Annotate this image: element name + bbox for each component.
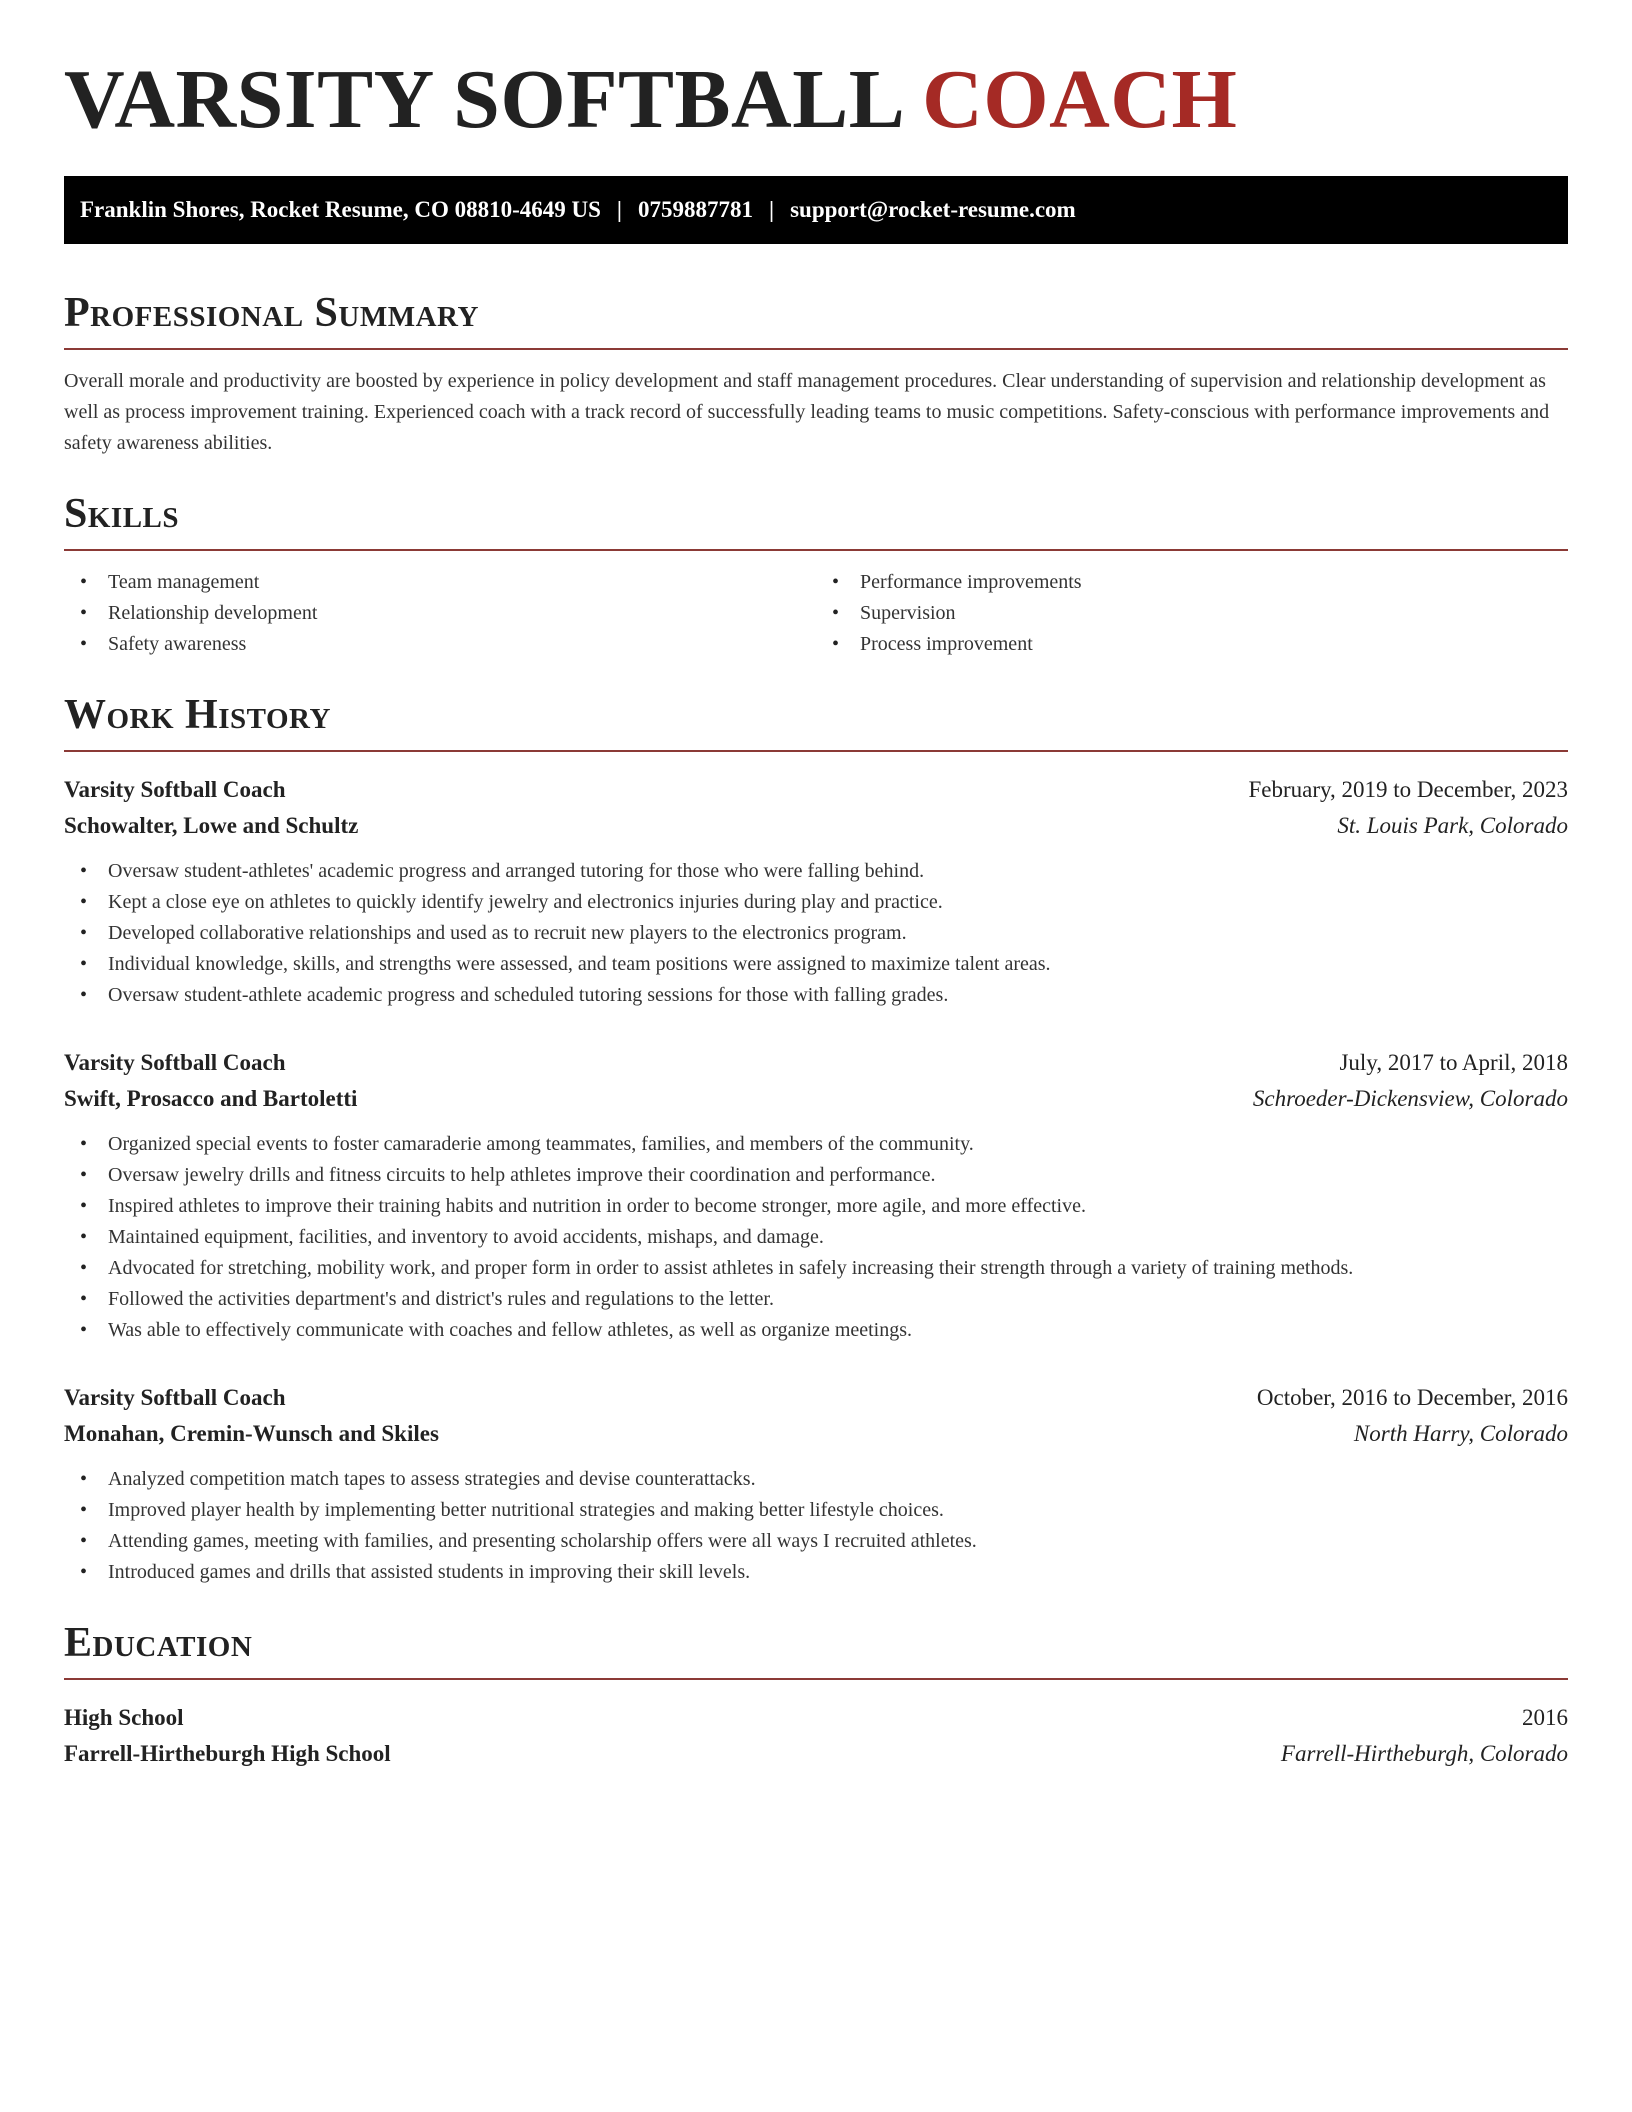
duty-item: • Maintained equipment, facilities, and inventory to avoid accidents, mishaps, and damage. <box>64 1222 1568 1253</box>
education-school-row <box>64 1736 1568 1772</box>
skill-item: • Relationship development <box>64 598 816 629</box>
duty-item: • Attending games, meeting with families, and presenting scholarship offers were all ways I recruited athletes. <box>64 1526 1568 1557</box>
name-first: VARSITY SOFTBALL <box>64 53 901 146</box>
duty-item: • Developed collaborative relationships and used as to recruit new players to the electronics program. <box>64 918 1568 949</box>
duty-item: • Oversaw student-athlete academic progress and scheduled tutoring sessions for those with falling grades. <box>64 980 1568 1011</box>
education-year: 2016 <box>1522 1705 1568 1730</box>
section-title-skills: Skills <box>64 491 180 537</box>
duty-item: • Kept a close eye on athletes to quickly identify jewelry and electronics injuries during play and practice. <box>64 887 1568 918</box>
education-school: Farrell-Hirtheburgh High School <box>64 1741 391 1766</box>
job-entry <box>64 1045 1568 1346</box>
duty-item: • Oversaw jewelry drills and fitness circuits to help athletes improve their coordination and performance. <box>64 1160 1568 1191</box>
section-divider <box>64 348 1568 350</box>
job-title: Varsity Softball Coach <box>64 777 286 802</box>
duty-item: • Individual knowledge, skills, and strengths were assessed, and team positions were assigned to maximize talent areas. <box>64 949 1568 980</box>
job-duties <box>64 1129 1568 1346</box>
job-location: North Harry, Colorado <box>1353 1421 1568 1446</box>
education-entry <box>64 1700 1568 1772</box>
duty-item: • Was able to effectively communicate with coaches and fellow athletes, as well as organize meetings. <box>64 1315 1568 1346</box>
skills-section <box>64 493 1568 660</box>
summary-text: Overall morale and productivity are boosted by experience in policy development and staff management procedures. Clear understanding of supervision and relationship development as well as process improvement training. Experienced coach with a track record of successfully leading teams to music competitions. Safety-conscious with performance improvements and safety awareness abilities. <box>64 370 1550 454</box>
duty-item: • Improved player health by implementing better nutritional strategies and making better lifestyle choices. <box>64 1495 1568 1526</box>
skill-item: • Process improvement <box>816 629 1568 660</box>
education-degree: High School <box>64 1705 184 1730</box>
education-section <box>64 1622 1568 1772</box>
skill-item: • Performance improvements <box>816 567 1568 598</box>
job-title: Varsity Softball Coach <box>64 1050 286 1075</box>
name-last: COACH <box>922 53 1238 146</box>
professional-summary-section <box>64 292 1568 459</box>
contact-bar <box>64 176 1568 244</box>
duty-item: • Introduced games and drills that assisted students in improving their skill levels. <box>64 1557 1568 1588</box>
contact-email: support@rocket-resume.com <box>790 197 1076 222</box>
contact-separator: | <box>616 197 622 222</box>
skills-grid <box>64 567 1568 660</box>
job-duties <box>64 1464 1568 1588</box>
duty-item: • Analyzed competition match tapes to assess strategies and devise counterattacks. <box>64 1464 1568 1495</box>
job-title: Varsity Softball Coach <box>64 1385 286 1410</box>
job-dates: July, 2017 to April, 2018 <box>1339 1050 1568 1075</box>
section-title-education: Education <box>64 1620 253 1666</box>
section-divider <box>64 1678 1568 1680</box>
skill-item: • Supervision <box>816 598 1568 629</box>
candidate-name <box>64 53 1568 146</box>
job-location: Schroeder-Dickensview, Colorado <box>1252 1086 1568 1111</box>
job-entry <box>64 772 1568 1011</box>
education-location: Farrell-Hirtheburgh, Colorado <box>1280 1741 1568 1766</box>
job-company: Monahan, Cremin-Wunsch and Skiles <box>64 1421 439 1446</box>
duty-item: • Organized special events to foster camaraderie among teammates, families, and members of the community. <box>64 1129 1568 1160</box>
contact-separator: | <box>769 197 775 222</box>
job-header-row <box>64 1380 1568 1416</box>
duty-item: • Followed the activities department's and district's rules and regulations to the letter. <box>64 1284 1568 1315</box>
contact-address: Franklin Shores, Rocket Resume, CO 08810-4649 US <box>80 197 601 222</box>
work-history-section <box>64 694 1568 1588</box>
section-title-summary: Professional Summary <box>64 290 479 336</box>
section-divider <box>64 549 1568 551</box>
job-header-row <box>64 772 1568 808</box>
job-entry <box>64 1380 1568 1588</box>
education-header-row <box>64 1700 1568 1736</box>
job-header-row <box>64 1045 1568 1081</box>
job-duties <box>64 856 1568 1011</box>
section-divider <box>64 750 1568 752</box>
job-company-row <box>64 1416 1568 1452</box>
duty-item: • Advocated for stretching, mobility work, and proper form in order to assist athletes in safely increasing their strength through a variety of training methods. <box>64 1253 1568 1284</box>
job-dates: October, 2016 to December, 2016 <box>1256 1385 1568 1410</box>
job-dates: February, 2019 to December, 2023 <box>1248 777 1568 802</box>
skills-column-left <box>64 567 816 660</box>
duty-item: • Oversaw student-athletes' academic progress and arranged tutoring for those who were falling behind. <box>64 856 1568 887</box>
section-title-work: Work History <box>64 692 331 738</box>
job-company: Schowalter, Lowe and Schultz <box>64 813 359 838</box>
skill-item: • Safety awareness <box>64 629 816 660</box>
skill-item: • Team management <box>64 567 816 598</box>
duty-item: • Inspired athletes to improve their training habits and nutrition in order to become stronger, more agile, and more effective. <box>64 1191 1568 1222</box>
job-company-row <box>64 1081 1568 1117</box>
skills-column-right <box>816 567 1568 660</box>
contact-phone: 0759887781 <box>638 197 753 222</box>
job-company: Swift, Prosacco and Bartoletti <box>64 1086 358 1111</box>
job-company-row <box>64 808 1568 844</box>
job-location: St. Louis Park, Colorado <box>1337 813 1568 838</box>
